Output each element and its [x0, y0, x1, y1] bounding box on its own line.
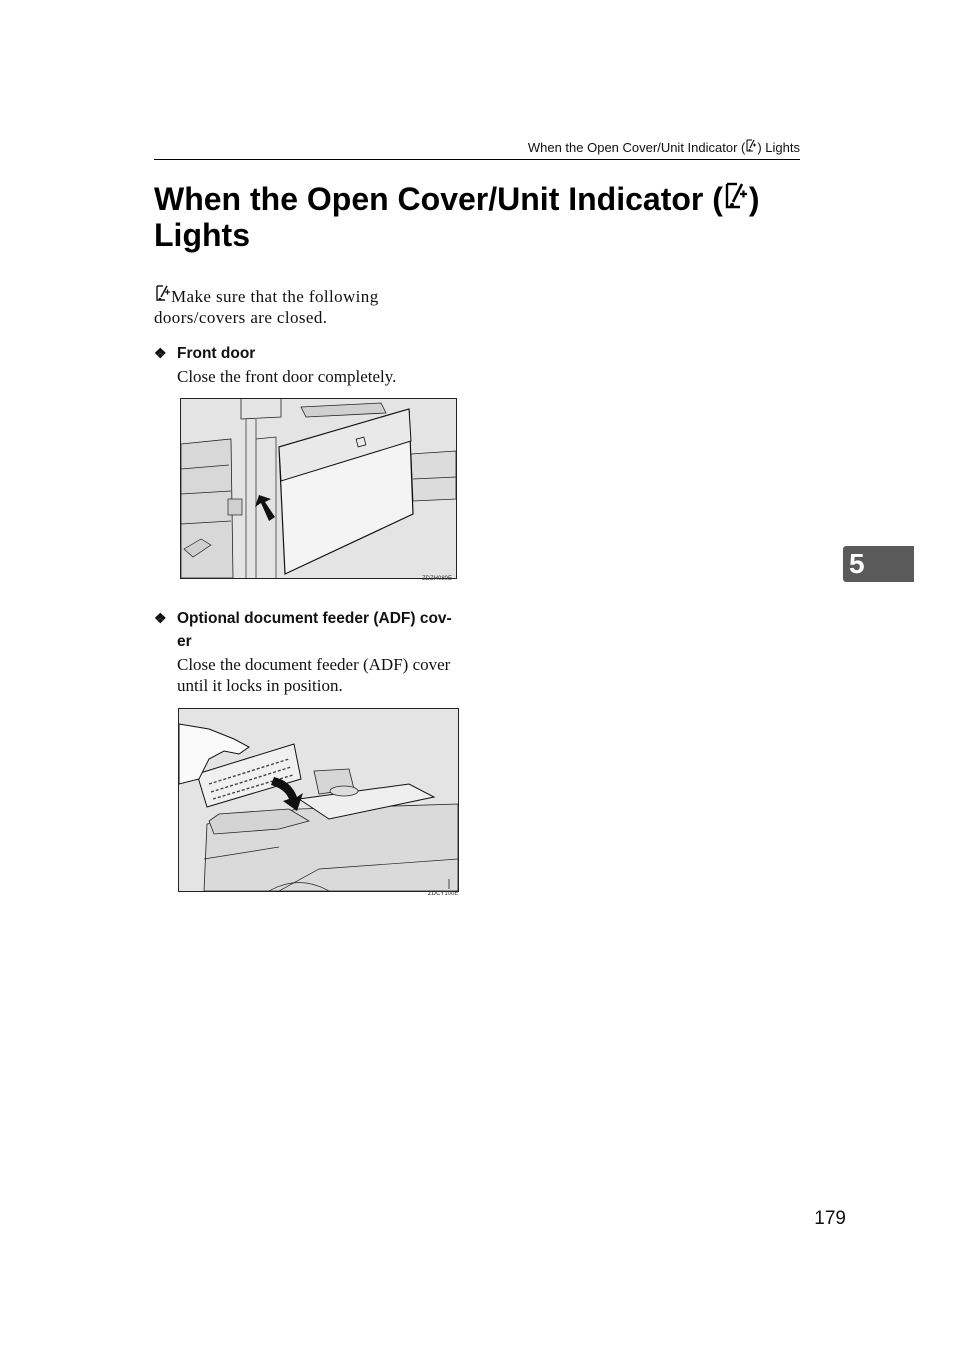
page-number: 179 — [814, 1208, 846, 1229]
diamond-bullet-icon: ❖ — [154, 610, 167, 626]
intro-paragraph — [154, 285, 454, 328]
front-door-illustration — [180, 398, 457, 579]
adf-figure-code: ZDCY100E — [428, 891, 459, 897]
page-title-line1-after: ) — [748, 181, 760, 217]
adf-cover-heading-line2: er — [177, 633, 192, 650]
page-title-line2: Lights — [154, 217, 250, 253]
chapter-tab — [843, 546, 914, 582]
open-cover-icon — [745, 139, 757, 155]
adf-cover-heading-line1: Optional document feeder (ADF) cov- — [177, 610, 452, 627]
front-door-figure-code: ZDZH080E — [422, 576, 453, 582]
open-cover-icon — [154, 285, 171, 307]
adf-cover-heading — [154, 607, 464, 653]
diamond-bullet-icon: ❖ — [154, 345, 167, 361]
chapter-number: 5 — [849, 548, 865, 579]
running-header — [154, 139, 800, 155]
header-rule — [154, 159, 800, 160]
intro-text: Make sure that the following doors/covers are closed. — [154, 287, 379, 327]
adf-cover-instruction: Close the document feeder (ADF) cover until it locks in position. — [177, 655, 451, 695]
adf-cover-illustration — [178, 708, 459, 892]
open-cover-icon — [723, 181, 749, 217]
front-door-heading — [154, 342, 464, 365]
running-header-text-before: When the Open Cover/Unit Indicator ( — [527, 140, 746, 155]
front-door-heading-text: Front door — [177, 345, 256, 362]
front-door-instruction: Close the front door completely. — [177, 367, 397, 386]
running-header-text-after: ) Lights — [757, 140, 800, 155]
page-title-line1-before: When the Open Cover/Unit Indicator ( — [154, 181, 723, 217]
page-title — [154, 181, 814, 253]
